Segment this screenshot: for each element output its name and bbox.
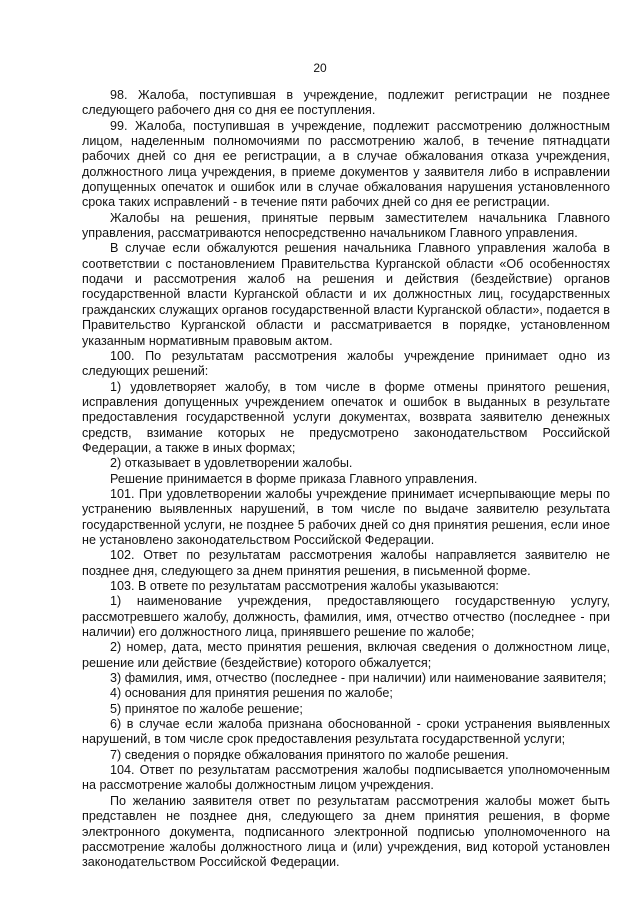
paragraph-103: 103. В ответе по результатам рассмотрения жалобы указываются:	[110, 579, 499, 593]
list-item-103-7: 7) сведения о порядке обжалования принятого по жалобе решения.	[110, 747, 509, 762]
paragraph-first-deputy-complaints: Жалобы на решения, принятые первым заместителем начальника Главного управления, рассматриваются непосредственно начальником Главного управления.	[82, 210, 610, 241]
paragraph-electronic-response: По желанию заявителя ответ по результатам рассмотрения жалобы может быть представлен не позднее дня, следующего за днем принятия решения, в форме электронного документа, подписанного электронной подписью уполномоченного на рассмотрение жалобы должностного лица и (или) учреждения, вид которой установлен законодательством Российской Федерации.	[82, 793, 610, 870]
list-item-100-2: 2) отказывает в удовлетворении жалобы.	[110, 456, 353, 471]
paragraph-101: 101. При удовлетворении жалобы учреждение принимает исчерпывающие меры по устранению выявленных нарушений, в том числе по выдаче заявителю результата государственной услуги, не позднее 5 рабочих дней со дня принятия решения, если иное не установлено законодательством Российской Федерации.	[82, 486, 610, 547]
list-item-103-4: 4) основания для принятия решения по жалобе;	[110, 686, 393, 701]
paragraph-decision-form: Решение принимается в форме приказа Главного управления.	[110, 471, 478, 486]
paragraph-99: 99. Жалоба, поступившая в учреждение, подлежит рассмотрению должностным лицом, наделенным полномочиями по рассмотрению жалоб, в течение пятнадцати рабочих дней со дня ее регистрации, а в случае обжалования отказа учреждения, должностного лица учреждения, в приеме документов у заявителя либо в исправлении допущенных опечаток и ошибок или в случае обжалования нарушения установленного срока таких исправлений - в течение пяти рабочих дней со дня ее регистрации.	[82, 118, 610, 210]
page-number: 20	[313, 61, 327, 75]
list-item-103-2: 2) номер, дата, место принятия решения, включая сведения о должностном лице, решение или действие (бездействие) которого обжалуется;	[82, 640, 610, 670]
paragraph-102: 102. Ответ по результатам рассмотрения жалобы направляется заявителю не позднее дня, следующего за днем принятия решения, в письменной форме.	[82, 548, 610, 578]
paragraph-100: 100. По результатам рассмотрения жалобы учреждение принимает одно из следующих решений:	[82, 348, 610, 379]
paragraph-98: 98. Жалоба, поступившая в учреждение, подлежит регистрации не позднее следующего рабочего дня со дня ее поступления.	[82, 88, 610, 118]
list-item-103-1: 1) наименование учреждения, предоставляющего государственную услугу, рассмотревшего жалобу, должность, фамилия, имя, отчество отчество (последнее - при наличии) его должностного лица, принявшего решение по жалобе;	[82, 594, 610, 640]
paragraph-104: 104. Ответ по результатам рассмотрения жалобы подписывается уполномоченным на рассмотрение жалобы должностным лицом учреждения.	[82, 763, 610, 793]
list-item-103-5: 5) принятое по жалобе решение;	[110, 701, 303, 716]
list-item-103-3: 3) фамилия, имя, отчество (последнее - при наличии) или наименование заявителя;	[110, 671, 607, 686]
list-item-100-1: 1) удовлетворяет жалобу, в том числе в форме отмены принятого решения, исправления допущенных учреждением опечаток и ошибок в выданных в результате предоставления государственной услуги документах, возврата заявителю денежных средств, взимание которых не предусмотрено законодательством Российской Федерации, а также в иных формах;	[82, 379, 610, 455]
paragraph-head-complaints: В случае если обжалуются решения начальника Главного управления жалоба в соответствии с постановлением Правительства Курганской области «Об особенностях подачи и рассмотрения жалоб на решения и действия (бездействие) органов государственной власти Курганской области и их должностных лиц, государственных гражданских служащих органов государственной власти Курганской области», подается в Правительство Курганской области и рассматривается в порядке, установленном указанным нормативным правовым актом.	[82, 241, 610, 348]
list-item-103-6: 6) в случае если жалоба признана обоснованной - сроки устранения выявленных нарушений, в том числе срок предоставления результата государственной услуги;	[82, 717, 610, 747]
document-body	[82, 88, 610, 871]
